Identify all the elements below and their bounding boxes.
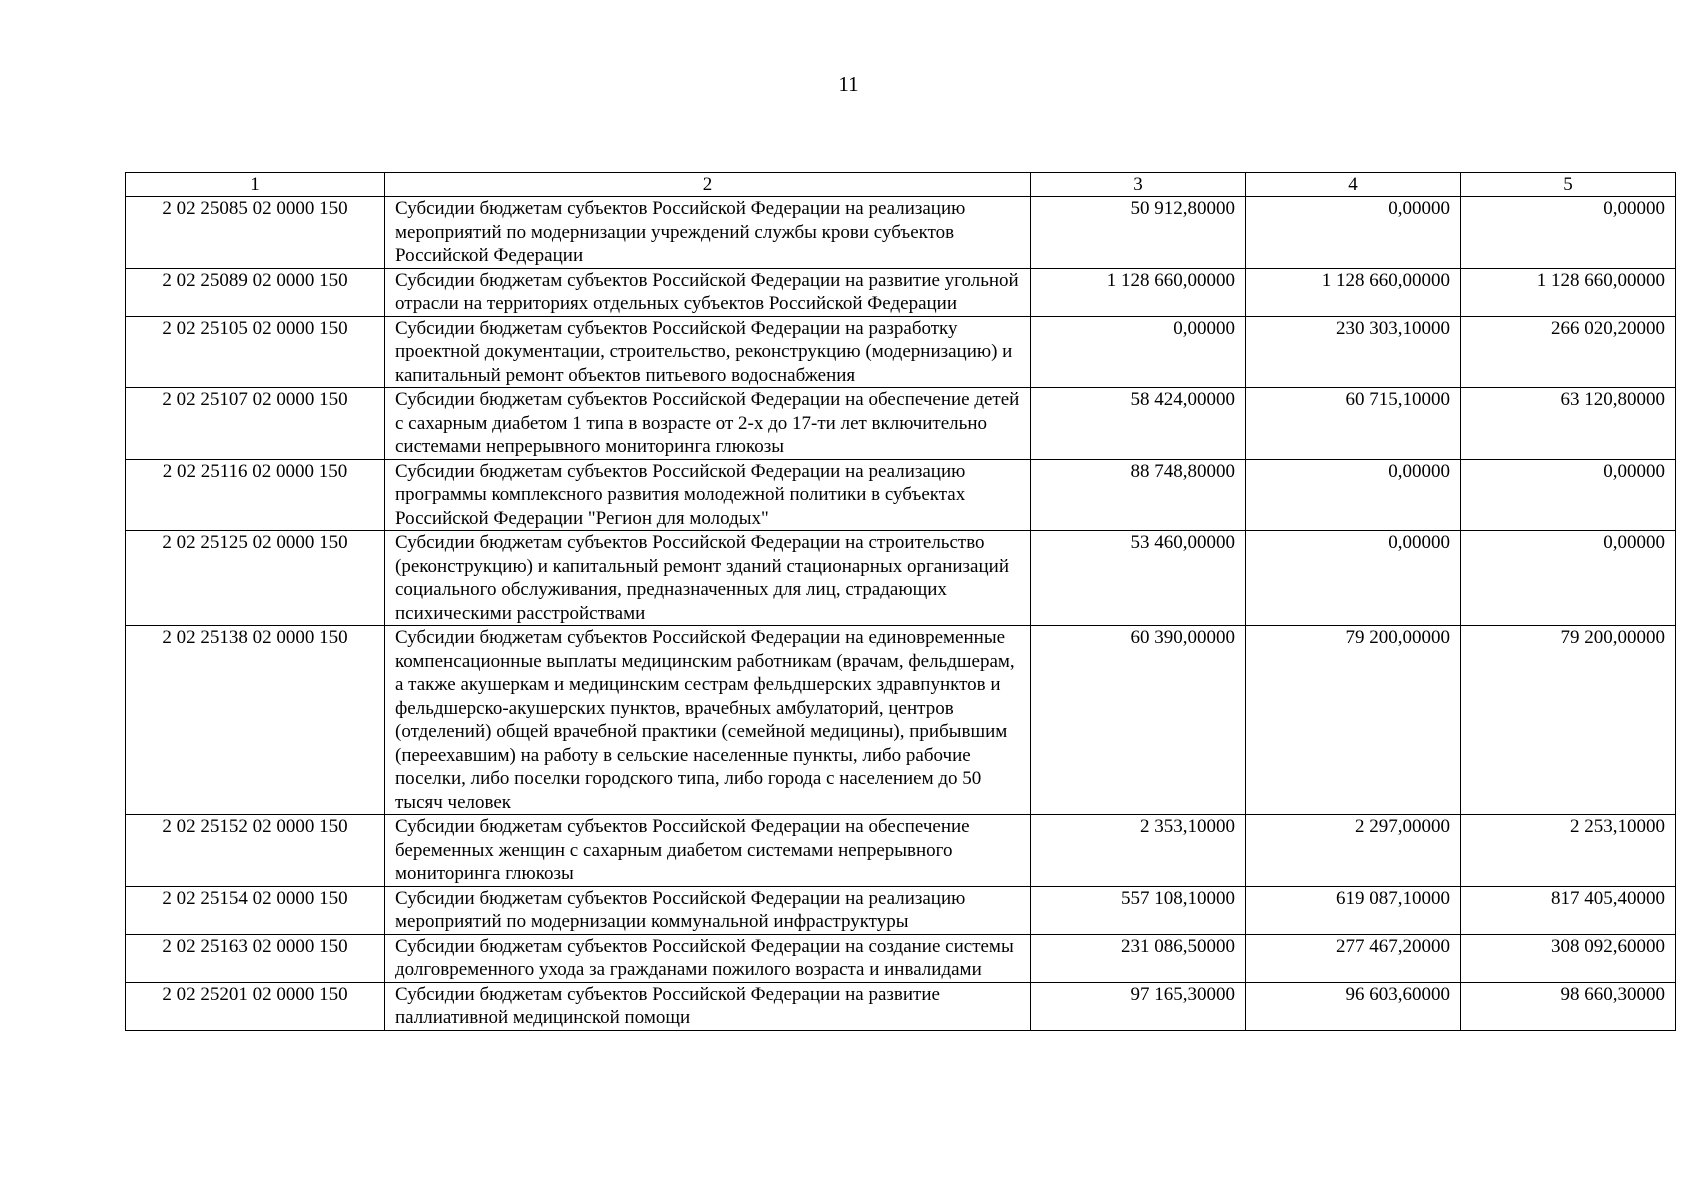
amount-column-3: 60 390,00000 xyxy=(1031,626,1246,815)
table-row xyxy=(126,268,1676,316)
column-number-row xyxy=(126,173,1676,197)
description-cell: Субсидии бюджетам субъектов Российской Федерации на обеспечение беременных женщин с сахарным диабетом системами непрерывного мониторинга глюкозы xyxy=(385,815,1031,887)
amount-column-3: 53 460,00000 xyxy=(1031,531,1246,626)
amount-column-4: 96 603,60000 xyxy=(1246,982,1461,1030)
budget-code-cell: 2 02 25125 02 0000 150 xyxy=(126,531,385,626)
amount-column-5: 817 405,40000 xyxy=(1461,886,1676,934)
budget-code-cell: 2 02 25152 02 0000 150 xyxy=(126,815,385,887)
table-row xyxy=(126,197,1676,269)
table-row xyxy=(126,459,1676,531)
description-cell: Субсидии бюджетам субъектов Российской Федерации на реализацию мероприятий по модернизации учреждений службы крови субъектов Российской Федерации xyxy=(385,197,1031,269)
table-row xyxy=(126,886,1676,934)
amount-column-5: 266 020,20000 xyxy=(1461,316,1676,388)
amount-column-3: 58 424,00000 xyxy=(1031,388,1246,460)
amount-column-3: 2 353,10000 xyxy=(1031,815,1246,887)
amount-column-3: 50 912,80000 xyxy=(1031,197,1246,269)
column-header-1: 1 xyxy=(126,173,385,197)
subsidies-table xyxy=(125,172,1676,1031)
amount-column-3: 97 165,30000 xyxy=(1031,982,1246,1030)
description-cell: Субсидии бюджетам субъектов Российской Федерации на создание системы долговременного ухода за гражданами пожилого возраста и инвалидами xyxy=(385,934,1031,982)
table-header xyxy=(126,173,1676,197)
budget-code-cell: 2 02 25154 02 0000 150 xyxy=(126,886,385,934)
budget-code-cell: 2 02 25105 02 0000 150 xyxy=(126,316,385,388)
budget-code-cell: 2 02 25089 02 0000 150 xyxy=(126,268,385,316)
amount-column-3: 88 748,80000 xyxy=(1031,459,1246,531)
amount-column-5: 0,00000 xyxy=(1461,531,1676,626)
page-number: 11 xyxy=(838,72,859,96)
amount-column-4: 277 467,20000 xyxy=(1246,934,1461,982)
description-cell: Субсидии бюджетам субъектов Российской Федерации на единовременные компенсационные выплаты медицинским работникам (врачам, фельдшерам, а также акушеркам и медицинским сестрам фельдшерских здравпунктов и фельдшерско-акушерских пунктов, врачебных амбулаторий, центров (отделений) общей врачебной практики (семейной медицины), прибывшим (переехавшим) на работу в сельские населенные пункты, либо рабочие поселки, либо поселки городского типа, либо города с населением до 50 тысяч человек xyxy=(385,626,1031,815)
amount-column-4: 2 297,00000 xyxy=(1246,815,1461,887)
amount-column-3: 557 108,10000 xyxy=(1031,886,1246,934)
budget-code-cell: 2 02 25138 02 0000 150 xyxy=(126,626,385,815)
amount-column-4: 0,00000 xyxy=(1246,459,1461,531)
amount-column-4: 60 715,10000 xyxy=(1246,388,1461,460)
description-cell: Субсидии бюджетам субъектов Российской Федерации на развитие паллиативной медицинской помощи xyxy=(385,982,1031,1030)
amount-column-3: 231 086,50000 xyxy=(1031,934,1246,982)
amount-column-5: 98 660,30000 xyxy=(1461,982,1676,1030)
amount-column-3: 0,00000 xyxy=(1031,316,1246,388)
amount-column-5: 63 120,80000 xyxy=(1461,388,1676,460)
amount-column-4: 0,00000 xyxy=(1246,531,1461,626)
amount-column-3: 1 128 660,00000 xyxy=(1031,268,1246,316)
column-header-5: 5 xyxy=(1461,173,1676,197)
budget-code-cell: 2 02 25085 02 0000 150 xyxy=(126,197,385,269)
description-cell: Субсидии бюджетам субъектов Российской Федерации на разработку проектной документации, строительство, реконструкцию (модернизацию) и капитальный ремонт объектов питьевого водоснабжения xyxy=(385,316,1031,388)
table-row xyxy=(126,316,1676,388)
amount-column-5: 1 128 660,00000 xyxy=(1461,268,1676,316)
budget-code-cell: 2 02 25201 02 0000 150 xyxy=(126,982,385,1030)
description-cell: Субсидии бюджетам субъектов Российской Федерации на строительство (реконструкцию) и капитальный ремонт зданий стационарных организаций социального обслуживания, предназначенных для лиц, страдающих психическими расстройствами xyxy=(385,531,1031,626)
amount-column-5: 79 200,00000 xyxy=(1461,626,1676,815)
table-row xyxy=(126,531,1676,626)
table-row xyxy=(126,934,1676,982)
budget-code-cell: 2 02 25116 02 0000 150 xyxy=(126,459,385,531)
amount-column-5: 0,00000 xyxy=(1461,197,1676,269)
amount-column-5: 308 092,60000 xyxy=(1461,934,1676,982)
column-header-2: 2 xyxy=(385,173,1031,197)
table-body xyxy=(126,197,1676,1031)
column-header-4: 4 xyxy=(1246,173,1461,197)
amount-column-4: 1 128 660,00000 xyxy=(1246,268,1461,316)
table-row xyxy=(126,815,1676,887)
column-header-3: 3 xyxy=(1031,173,1246,197)
description-cell: Субсидии бюджетам субъектов Российской Федерации на обеспечение детей с сахарным диабетом 1 типа в возрасте от 2-х до 17-ти лет включительно системами непрерывного мониторинга глюкозы xyxy=(385,388,1031,460)
amount-column-4: 230 303,10000 xyxy=(1246,316,1461,388)
description-cell: Субсидии бюджетам субъектов Российской Федерации на развитие угольной отрасли на территориях отдельных субъектов Российской Федерации xyxy=(385,268,1031,316)
budget-code-cell: 2 02 25107 02 0000 150 xyxy=(126,388,385,460)
description-cell: Субсидии бюджетам субъектов Российской Федерации на реализацию программы комплексного развития молодежной политики в субъектах Российской Федерации "Регион для молодых" xyxy=(385,459,1031,531)
table-row xyxy=(126,388,1676,460)
amount-column-4: 619 087,10000 xyxy=(1246,886,1461,934)
amount-column-5: 2 253,10000 xyxy=(1461,815,1676,887)
amount-column-4: 79 200,00000 xyxy=(1246,626,1461,815)
amount-column-4: 0,00000 xyxy=(1246,197,1461,269)
amount-column-5: 0,00000 xyxy=(1461,459,1676,531)
budget-code-cell: 2 02 25163 02 0000 150 xyxy=(126,934,385,982)
table-row xyxy=(126,626,1676,815)
table-row xyxy=(126,982,1676,1030)
description-cell: Субсидии бюджетам субъектов Российской Федерации на реализацию мероприятий по модернизации коммунальной инфраструктуры xyxy=(385,886,1031,934)
